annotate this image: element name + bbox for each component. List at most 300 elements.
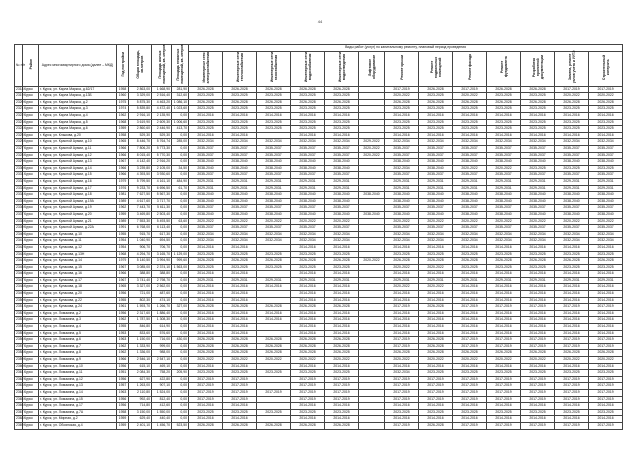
cell-work-period: 2035-2037 xyxy=(291,205,325,212)
cell-work-period: 2035-2037 xyxy=(189,172,223,179)
cell-work-period: 2035-2037 xyxy=(291,146,325,153)
cell-work-period: 2023-2025 xyxy=(521,119,555,126)
cell-area-living: 907,10 xyxy=(152,383,172,390)
cell-work-period: 2035-2037 xyxy=(189,152,223,159)
cell-work-period: 2032-2034 xyxy=(521,139,555,146)
table-body xyxy=(15,86,623,429)
cell-work-period: 2026-2028 xyxy=(291,304,325,311)
cell-district: Курск xyxy=(23,178,39,185)
cell-work-period: 2038-2040 xyxy=(325,211,359,218)
cell-work-period: 2032-2034 xyxy=(223,238,257,245)
cell-work-period: 2023-2025 xyxy=(487,119,521,126)
cell-area-total: 2 860,60 xyxy=(129,126,152,133)
cell-work-period: 2014-2016 xyxy=(223,310,257,317)
cell-year: 1956 xyxy=(117,363,129,370)
cell-n: 2369 xyxy=(15,422,23,429)
cell-work-period: 2014-2016 xyxy=(291,324,325,331)
cell-work-period xyxy=(359,205,385,212)
cell-area-total: 4 142,40 xyxy=(129,159,152,166)
cell-work-period xyxy=(257,291,291,298)
cell-district: Курск xyxy=(23,271,39,278)
cell-area-total: 627,90 xyxy=(129,376,152,383)
cell-work-period: 2023-2025 xyxy=(257,93,291,100)
cell-work-period: 2026-2028 xyxy=(257,258,291,265)
cell-work-period: 2014-2016 xyxy=(189,271,223,278)
cell-work-period: 2017-2019 xyxy=(385,376,419,383)
cell-work-period: 2035-2037 xyxy=(223,205,257,212)
cell-address: г. Курск, ул. Ломакина, д.14 xyxy=(39,389,117,396)
cell-work-period: 2035-2037 xyxy=(325,146,359,153)
cell-work-period: 2014-2016 xyxy=(223,363,257,370)
cell-address: г. Курск, ул. Ломакина, д.9 xyxy=(39,357,117,364)
cell-work-period: 2029-2031 xyxy=(487,185,521,192)
cell-area-living: 1 886,40 xyxy=(152,310,172,317)
cell-work-period: 2014-2016 xyxy=(521,244,555,251)
col-area-nonliving-header: Площадь нежилых помещений, кв. метров xyxy=(172,45,189,87)
cell-work-period: 2017-2019 xyxy=(189,396,223,403)
cell-area-nonliving: 0,00 xyxy=(172,271,189,278)
cell-n: 2362 xyxy=(15,376,23,383)
cell-work-period: 2014-2016 xyxy=(589,416,623,423)
cell-work-period: 2020-2022 xyxy=(487,165,521,172)
cell-work-period: 2023-2025 xyxy=(257,126,291,133)
cell-area-nonliving: 413,70 xyxy=(172,126,189,133)
cell-work-period: 2014-2016 xyxy=(419,291,453,298)
cell-area-living: 5 773,30 xyxy=(152,146,172,153)
cell-work-period: 2014-2016 xyxy=(453,324,487,331)
cell-work-period: 2032-2034 xyxy=(555,238,589,245)
cell-work-period: 2023-2025 xyxy=(589,106,623,113)
cell-work-period: 2017-2019 xyxy=(291,389,325,396)
cell-year: 1966 xyxy=(117,152,129,159)
cell-district: Курск xyxy=(23,198,39,205)
cell-work-period: 2014-2016 xyxy=(555,330,589,337)
cell-work-period: 2017-2019 xyxy=(385,304,419,311)
cell-work-period: 2014-2016 xyxy=(257,284,291,291)
cell-area-total: 2 317,60 xyxy=(129,310,152,317)
cell-n: 2344 xyxy=(15,258,23,265)
cell-work-period: 2023-2025 xyxy=(521,126,555,133)
cell-work-period: 2032-2034 xyxy=(325,238,359,245)
cell-work-period: 2017-2019 xyxy=(453,422,487,429)
cell-year: 1956 xyxy=(117,396,129,403)
cell-work-period xyxy=(359,113,385,120)
cell-work-period: 2020-2022 xyxy=(359,258,385,265)
cell-work-period xyxy=(257,132,291,139)
cell-area-living: 988,00 xyxy=(152,350,172,357)
cell-work-period: 2026-2028 xyxy=(487,86,521,93)
cell-n: 2367 xyxy=(15,409,23,416)
cell-work-period xyxy=(359,86,385,93)
cell-address: г. Курск, ул. Ломакина, д.12 xyxy=(39,376,117,383)
cell-work-period xyxy=(359,264,385,271)
cell-work-period: 2020-2022 xyxy=(257,357,291,364)
cell-district: Курск xyxy=(23,403,39,410)
cell-address: г. Курск, ул. Красной Армии, д.22А xyxy=(39,225,117,232)
cell-area-living: 5 567,30 xyxy=(152,192,172,199)
cell-work-period xyxy=(359,198,385,205)
cell-n: 2332 xyxy=(15,178,23,185)
cell-work-period: 2023-2025 xyxy=(223,106,257,113)
cell-area-total: 714,80 xyxy=(129,403,152,410)
table-row xyxy=(15,291,623,298)
cell-work-period: 2026-2028 xyxy=(257,350,291,357)
work-header-water: Инженерные сети водоснабжения xyxy=(291,51,325,86)
cell-district: Курск xyxy=(23,165,39,172)
cell-area-nonliving: 1 563,00 xyxy=(172,264,189,271)
cell-work-period: 2026-2028 xyxy=(189,99,223,106)
cell-area-living: 5 764,74 xyxy=(152,139,172,146)
cell-work-period: 2014-2016 xyxy=(223,284,257,291)
table-row xyxy=(15,251,623,258)
cell-work-period xyxy=(359,416,385,423)
cell-work-period: 2035-2037 xyxy=(291,152,325,159)
cell-work-period: 2038-2040 xyxy=(291,211,325,218)
cell-work-period: 2023-2025 xyxy=(291,264,325,271)
cell-work-period: 2038-2040 xyxy=(325,192,359,199)
cell-work-period: 2035-2037 xyxy=(385,172,419,179)
cell-work-period: 2023-2025 xyxy=(487,251,521,258)
table-row xyxy=(15,409,623,416)
cell-work-period: 2017-2019 xyxy=(555,376,589,383)
cell-year: 1956 xyxy=(117,403,129,410)
cell-work-period: 2032-2034 xyxy=(291,139,325,146)
cell-work-period: 2017-2019 xyxy=(257,389,291,396)
cell-work-period: 2014-2016 xyxy=(589,284,623,291)
cell-work-period: 2038-2040 xyxy=(589,198,623,205)
cell-work-period: 2014-2016 xyxy=(487,403,521,410)
cell-year: 1958 xyxy=(117,86,129,93)
cell-year: 1955 xyxy=(117,324,129,331)
table-row xyxy=(15,330,623,337)
cell-work-period: 2014-2016 xyxy=(291,297,325,304)
cell-work-period: 2014-2016 xyxy=(589,363,623,370)
table-row xyxy=(15,192,623,199)
cell-work-period: 2038-2040 xyxy=(555,159,589,166)
cell-district: Курск xyxy=(23,324,39,331)
cell-work-period: 2032-2034 xyxy=(419,139,453,146)
cell-area-living: 614,90 xyxy=(152,324,172,331)
cell-work-period: 2014-2016 xyxy=(555,317,589,324)
cell-work-period: 2026-2028 xyxy=(419,304,453,311)
cell-work-period: 2026-2028 xyxy=(487,99,521,106)
cell-work-period: 2026-2028 xyxy=(189,350,223,357)
cell-work-period: 2035-2037 xyxy=(223,152,257,159)
cell-area-nonliving: 61,70 xyxy=(172,185,189,192)
cell-area-living: 694,50 xyxy=(152,238,172,245)
cell-work-period: 2038-2040 xyxy=(589,211,623,218)
cell-work-period: 2020-2022 xyxy=(189,357,223,364)
cell-work-period xyxy=(359,159,385,166)
cell-work-period: 2026-2028 xyxy=(521,350,555,357)
cell-work-period: 2020-2022 xyxy=(453,93,487,100)
cell-work-period: 2017-2019 xyxy=(589,304,623,311)
cell-work-period: 2020-2022 xyxy=(359,152,385,159)
col-district-header: Район xyxy=(23,45,39,87)
cell-area-nonliving: 0,00 xyxy=(172,396,189,403)
cell-work-period: 2038-2040 xyxy=(257,198,291,205)
cell-year: 1989 xyxy=(117,218,129,225)
cell-work-period: 2029-2031 xyxy=(189,178,223,185)
cell-work-period: 2017-2019 xyxy=(189,389,223,396)
cell-year: 1989 xyxy=(117,198,129,205)
cell-work-period: 2014-2016 xyxy=(453,297,487,304)
cell-work-period: 2026-2028 xyxy=(325,422,359,429)
cell-area-nonliving: 0,00 xyxy=(172,357,189,364)
cell-n: 2339 xyxy=(15,225,23,232)
cell-work-period: 2026-2028 xyxy=(325,86,359,93)
cell-district: Курск xyxy=(23,409,39,416)
cell-work-period: 2038-2040 xyxy=(359,211,385,218)
cell-work-period: 2026-2028 xyxy=(291,337,325,344)
cell-work-period: 2023-2025 xyxy=(555,106,589,113)
cell-work-period: 2014-2016 xyxy=(555,132,589,139)
table-row xyxy=(15,304,623,311)
cell-work-period: 2035-2037 xyxy=(223,146,257,153)
cell-work-period: 2014-2016 xyxy=(419,363,453,370)
cell-district: Курск xyxy=(23,106,39,113)
cell-work-period: 2038-2040 xyxy=(589,159,623,166)
cell-work-period: 2026-2028 xyxy=(223,337,257,344)
cell-work-period xyxy=(359,324,385,331)
cell-year: 1965 xyxy=(117,284,129,291)
cell-work-period: 2014-2016 xyxy=(385,244,419,251)
cell-work-period: 2023-2025 xyxy=(291,409,325,416)
cell-work-period: 2017-2019 xyxy=(487,376,521,383)
table-row xyxy=(15,238,623,245)
cell-year: 1962 xyxy=(117,350,129,357)
cell-work-period: 2017-2019 xyxy=(589,376,623,383)
cell-work-period xyxy=(359,284,385,291)
cell-work-period: 2014-2016 xyxy=(589,271,623,278)
cell-work-period: 2017-2019 xyxy=(453,86,487,93)
cell-work-period: 2014-2016 xyxy=(555,244,589,251)
cell-work-period: 2035-2037 xyxy=(223,225,257,232)
cell-area-total: 615,10 xyxy=(129,363,152,370)
cell-area-total: 915,70 xyxy=(129,231,152,238)
cell-work-period: 2023-2025 xyxy=(487,126,521,133)
cell-work-period xyxy=(257,376,291,383)
cell-work-period: 2017-2019 xyxy=(589,383,623,390)
cell-work-period: 2029-2031 xyxy=(555,277,589,284)
cell-n: 2327 xyxy=(15,146,23,153)
cell-work-period: 2014-2016 xyxy=(487,244,521,251)
cell-work-period: 2026-2028 xyxy=(419,337,453,344)
cell-work-period xyxy=(359,363,385,370)
cell-area-nonliving: 523,50 xyxy=(172,422,189,429)
cell-year: 1959 xyxy=(117,422,129,429)
cell-work-period: 2017-2019 xyxy=(555,383,589,390)
cell-area-total: 7 553,30 xyxy=(129,218,152,225)
cell-work-period: 2023-2025 xyxy=(419,251,453,258)
cell-work-period: 2014-2016 xyxy=(589,113,623,120)
cell-work-period: 2017-2019 xyxy=(487,422,521,429)
cell-work-period: 2017-2019 xyxy=(419,389,453,396)
cell-area-living: 576,60 xyxy=(152,330,172,337)
cell-work-period: 2020-2022 xyxy=(589,93,623,100)
cell-area-total: 2 546,10 xyxy=(129,357,152,364)
cell-year: 1967 xyxy=(117,277,129,284)
cell-work-period: 2017-2019 xyxy=(291,383,325,390)
cell-area-living: 469,10 xyxy=(152,363,172,370)
cell-work-period: 2023-2025 xyxy=(555,126,589,133)
cell-work-period: 2026-2028 xyxy=(453,350,487,357)
cell-work-period: 2029-2031 xyxy=(223,178,257,185)
cell-district: Курск xyxy=(23,330,39,337)
cell-work-period xyxy=(257,297,291,304)
cell-work-period: 2038-2040 xyxy=(325,198,359,205)
cell-work-period: 2014-2016 xyxy=(555,403,589,410)
cell-work-period: 2014-2016 xyxy=(325,317,359,324)
cell-work-period: 2014-2016 xyxy=(453,403,487,410)
cell-work-period: 2026-2028 xyxy=(325,337,359,344)
cell-work-period: 2017-2019 xyxy=(385,343,419,350)
cell-work-period: 2038-2040 xyxy=(223,165,257,172)
cell-work-period: 2014-2016 xyxy=(453,310,487,317)
cell-work-period: 2014-2016 xyxy=(325,363,359,370)
cell-work-period: 2035-2037 xyxy=(419,152,453,159)
cell-work-period: 2014-2016 xyxy=(223,132,257,139)
cell-address: г. Курск, ул. Красной Армии, д.17 xyxy=(39,185,117,192)
cell-work-period: 2023-2025 xyxy=(291,93,325,100)
cell-address: г. Курск, ул. Обоянская, д.4 xyxy=(39,422,117,429)
cell-work-period: 2014-2016 xyxy=(223,113,257,120)
cell-work-period: 2038-2040 xyxy=(419,198,453,205)
cell-work-period: 2017-2019 xyxy=(453,343,487,350)
cell-work-period: 2014-2016 xyxy=(291,113,325,120)
cell-work-period: 2023-2025 xyxy=(521,409,555,416)
table-row xyxy=(15,350,623,357)
cell-district: Курск xyxy=(23,396,39,403)
cell-work-period: 2017-2019 xyxy=(589,396,623,403)
cell-work-period: 2023-2025 xyxy=(589,370,623,377)
cell-work-period: 2032-2034 xyxy=(291,231,325,238)
cell-district: Курск xyxy=(23,343,39,350)
cell-work-period: 2023-2025 xyxy=(223,93,257,100)
cell-area-total: 3 239,80 xyxy=(129,165,152,172)
cell-work-period: 2023-2025 xyxy=(223,264,257,271)
cell-work-period: 2032-2034 xyxy=(487,231,521,238)
cell-work-period xyxy=(359,422,385,429)
cell-work-period: 2029-2031 xyxy=(189,277,223,284)
cell-work-period: 2014-2016 xyxy=(419,132,453,139)
cell-area-living: 5 493,50 xyxy=(152,218,172,225)
cell-year: 1962 xyxy=(117,317,129,324)
table-row xyxy=(15,317,623,324)
cell-work-period: 2035-2037 xyxy=(189,146,223,153)
cell-work-period: 2038-2040 xyxy=(385,198,419,205)
cell-work-period: 2026-2028 xyxy=(325,304,359,311)
cell-address: г. Курск, ул. Красной Армии, д.19А xyxy=(39,198,117,205)
cell-address: г. Курск, ул. Красной Армии, д.14 xyxy=(39,165,117,172)
cell-work-period xyxy=(257,244,291,251)
cell-area-total: 3 329,00 xyxy=(129,93,152,100)
cell-area-nonliving: 0,00 xyxy=(172,192,189,199)
cell-work-period: 2020-2022 xyxy=(487,218,521,225)
cell-address: г. Курск, ул. Клыкова, д.20 xyxy=(39,132,117,139)
cell-area-total: 3 150,00 xyxy=(129,409,152,416)
cell-work-period: 2035-2037 xyxy=(487,146,521,153)
cell-work-period: 2020-2022 xyxy=(419,264,453,271)
cell-work-period: 2014-2016 xyxy=(419,403,453,410)
cell-address: г. Курск, ул. Ломакина, д.13 xyxy=(39,383,117,390)
cell-work-period: 2020-2022 xyxy=(555,218,589,225)
cell-area-living: 440,40 xyxy=(152,416,172,423)
cell-work-period: 2035-2037 xyxy=(257,152,291,159)
cell-work-period: 2038-2040 xyxy=(419,165,453,172)
cell-work-period xyxy=(359,291,385,298)
cell-work-period: 2014-2016 xyxy=(291,317,325,324)
table-row xyxy=(15,277,623,284)
cell-area-nonliving: 0,00 xyxy=(172,343,189,350)
table-row xyxy=(15,389,623,396)
cell-area-total: 7 443,70 xyxy=(129,205,152,212)
cell-work-period: 2038-2040 xyxy=(189,165,223,172)
cell-work-period: 2014-2016 xyxy=(385,324,419,331)
cell-area-living: 422,80 xyxy=(152,376,172,383)
cell-work-period: 2017-2019 xyxy=(189,376,223,383)
cell-work-period: 2029-2031 xyxy=(257,277,291,284)
cell-work-period: 2014-2016 xyxy=(325,132,359,139)
cell-area-living: 1 668,90 xyxy=(152,86,172,93)
table-row xyxy=(15,185,623,192)
cell-work-period: 2017-2019 xyxy=(453,396,487,403)
cell-work-period xyxy=(359,178,385,185)
cell-work-period: 2035-2037 xyxy=(453,146,487,153)
cell-district: Курск xyxy=(23,350,39,357)
cell-year: 1967 xyxy=(117,159,129,166)
cell-work-period: 2026-2028 xyxy=(419,86,453,93)
cell-work-period: 2026-2028 xyxy=(487,258,521,265)
cell-work-period: 2020-2022 xyxy=(291,218,325,225)
table-row xyxy=(15,113,623,120)
table-row xyxy=(15,86,623,93)
cell-n: 2357 xyxy=(15,343,23,350)
cell-n: 2345 xyxy=(15,264,23,271)
cell-district: Курск xyxy=(23,363,39,370)
cell-work-period: 2023-2025 xyxy=(257,106,291,113)
cell-n: 2352 xyxy=(15,310,23,317)
cell-year: 1959 xyxy=(117,416,129,423)
cell-area-total: 2 401,10 xyxy=(129,422,152,429)
cell-area-living: 2 609,30 xyxy=(152,119,172,126)
cell-n: 2333 xyxy=(15,185,23,192)
cell-area-total: 6 768,00 xyxy=(129,225,152,232)
cell-area-living: 758,20 xyxy=(152,370,172,377)
cell-area-nonliving: 0,00 xyxy=(172,389,189,396)
cell-work-period: 2014-2016 xyxy=(223,291,257,298)
cell-address: г. Курск, ул. Кулакова, д.18 xyxy=(39,284,117,291)
cell-work-period: 2032-2034 xyxy=(487,139,521,146)
cell-work-period: 2014-2016 xyxy=(487,317,521,324)
cell-work-period xyxy=(359,238,385,245)
cell-work-period: 2014-2016 xyxy=(385,310,419,317)
col-address-header: Адрес многоквартирного дома (далее – МКД) xyxy=(39,45,117,87)
cell-area-living: 812,40 xyxy=(152,396,172,403)
cell-district: Курск xyxy=(23,389,39,396)
cell-work-period: 2026-2028 xyxy=(325,99,359,106)
cell-n: 2318 xyxy=(15,86,23,93)
table-row xyxy=(15,297,623,304)
cell-work-period: 2014-2016 xyxy=(419,324,453,331)
cell-work-period: 2032-2034 xyxy=(325,231,359,238)
cell-n: 2360 xyxy=(15,363,23,370)
cell-work-period: 2026-2028 xyxy=(223,258,257,265)
cell-work-period: 2014-2016 xyxy=(419,310,453,317)
cell-work-period: 2032-2034 xyxy=(223,231,257,238)
cell-area-living: 716,00 xyxy=(152,337,172,344)
cell-district: Курск xyxy=(23,244,39,251)
